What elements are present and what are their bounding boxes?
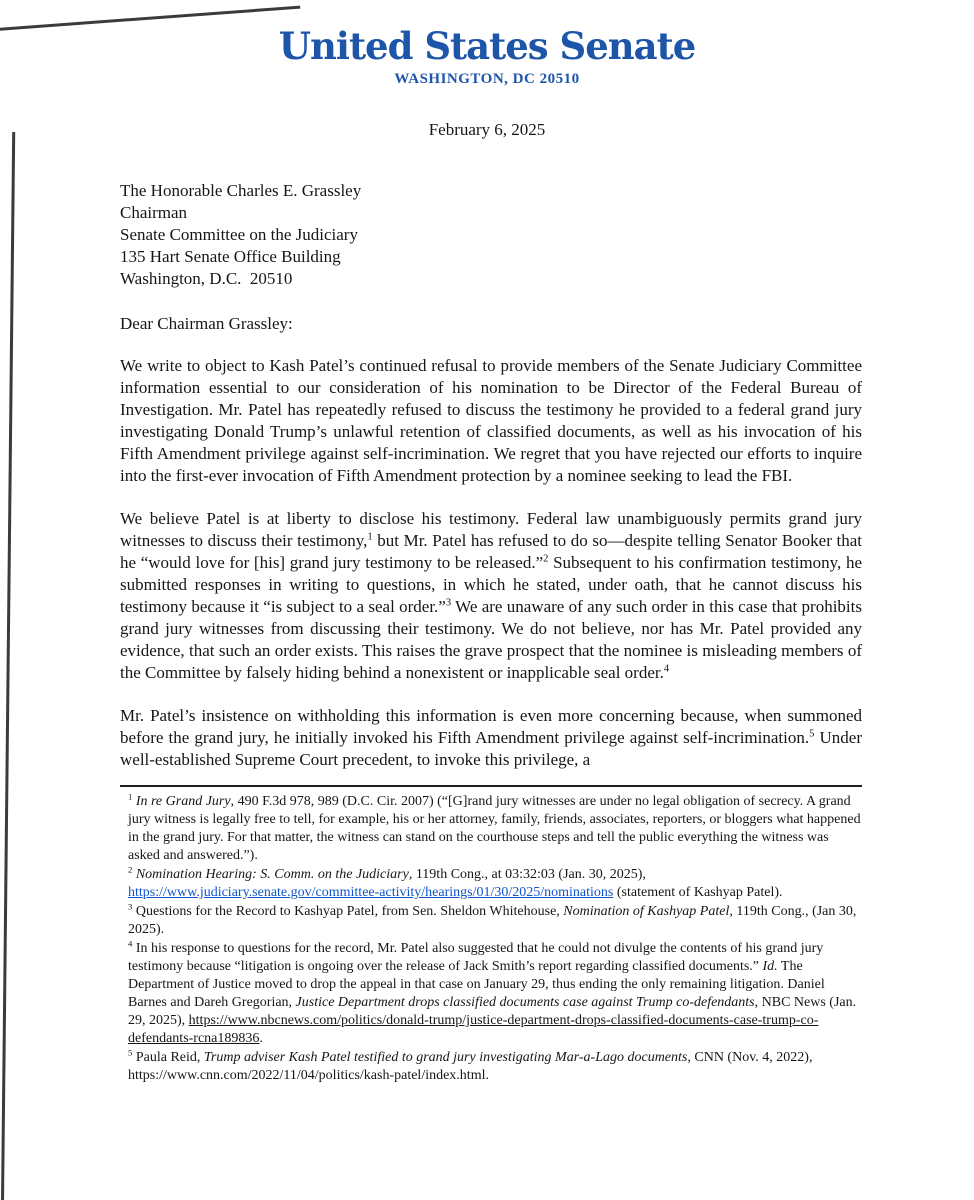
text-run: , 490 F.3d 978, 989 (D.C. Cir. 2007) (“[G]rand jury witnesses are under no legal obligation of secrecy. A grand jury witness is legally free to tell, for example, his or her attorney, family, friends, associates, reporters, or bloggers what happened in the grand jury. For that matter, the witness can stand on the courthouse steps and tell the public everything the witness was asked and answered.”). bbox=[128, 794, 861, 863]
recipient-name: The Honorable Charles E. Grassley bbox=[120, 181, 362, 200]
text-run: We believe Patel is at liberty to disclose his testimony. Federal law unambiguously permits grand jury witnesses to discuss their testimony, bbox=[120, 509, 862, 550]
text-run: Under well-established Supreme Court precedent, to invoke this privilege, a bbox=[120, 728, 862, 769]
footnotes-section bbox=[120, 793, 862, 1085]
footnote-ref: 4 bbox=[663, 663, 670, 675]
recipient-block bbox=[120, 180, 862, 290]
text-run: In his response to questions for the record, Mr. Patel also suggested that he could not divulge the contents of his grand jury testimony because “litigation is ongoing over the release of Jack Smith’s report regarding classified documents.” bbox=[128, 941, 824, 974]
footnote-ref: 5 bbox=[128, 1047, 133, 1058]
text-run: , NBC News (Jan. 29, 2025), bbox=[128, 995, 857, 1028]
url-link[interactable]: https://www.judiciary.senate.gov/committee-activity/hearings/01/30/2025/nominations bbox=[128, 885, 614, 900]
footnote-4 bbox=[128, 940, 862, 1048]
recipient-city: Washington, D.C. 20510 bbox=[120, 269, 293, 288]
recipient-committee: Senate Committee on the Judiciary bbox=[120, 225, 358, 244]
letterhead-address: WASHINGTON, DC 20510 bbox=[394, 71, 580, 87]
italic-text: Justice Department drops classified documents case against Trump co-defendants bbox=[295, 995, 755, 1010]
text-run: Questions for the Record to Kashyap Patel, from Sen. Sheldon Whitehouse, bbox=[132, 904, 564, 919]
letter-body bbox=[120, 355, 862, 771]
body-paragraph-3 bbox=[120, 705, 862, 771]
text-run: We are unaware of any such order in this case that prohibits grand jury witnesses from discussing their testimony. We do not believe, nor has Mr. Patel provided any evidence, that such an order exists. This raises the grave prospect that the nominee is misleading members of the Committee by falsely hiding behind a nonexistent or inapplicable seal order. bbox=[120, 597, 862, 682]
text-run: Mr. Patel’s insistence on withholding this information is even more concerning because, when summoned before the grand jury, he initially invoked his Fifth Amendment privilege against self-incrimination. bbox=[120, 706, 862, 747]
letterhead bbox=[0, 0, 974, 88]
text-run: but Mr. Patel has refused to do so—despite telling Senator Booker that he “would love for [his] grand jury testimony to be released.” bbox=[120, 531, 863, 572]
italic-text: Nomination of Kashyap Patel bbox=[563, 904, 730, 919]
text-run: We write to object to Kash Patel’s continued refusal to provide members of the Senate Judiciary Committee information essential to our consideration of his nomination to be Director of the Federal Bureau of Investigation. Mr. Patel has repeatedly refused to discuss the testimony he provided to a federal grand jury investigating Donald Trump’s unlawful retention of classified documents, as well as his invocation of his Fifth Amendment privilege against self-incrimination. We regret that you have rejected our efforts to inquire into the first-ever invocation of Fifth Amendment protection by a nominee seeking to lead the FBI. bbox=[120, 356, 862, 485]
italic-text: Id. bbox=[762, 959, 778, 974]
footnote-5 bbox=[128, 1049, 862, 1085]
text-run: , CNN (Nov. 4, 2022), https://www.cnn.com/2022/11/04/politics/kash-patel/index.html. bbox=[128, 1050, 813, 1083]
footnote-ref: 2 bbox=[543, 553, 549, 565]
footnote-ref: 5 bbox=[809, 728, 815, 740]
text-run: The Department of Justice moved to drop the appeal in that case on January 29, thus ending the only remaining litigation. Daniel Barnes and Dareh Gregorian, bbox=[128, 959, 825, 1010]
footnote-ref: 1 bbox=[367, 531, 373, 543]
text-run: Paula Reid, bbox=[132, 1050, 204, 1065]
text-run: , 119th Cong., (Jan 30, 2025). bbox=[128, 904, 857, 937]
italic-text: Nomination Hearing: S. Comm. on the Judiciary bbox=[135, 867, 409, 882]
recipient-address: 135 Hart Senate Office Building bbox=[120, 247, 341, 266]
footnote-ref: 3 bbox=[128, 901, 133, 912]
letterhead-title: United States Senate bbox=[278, 24, 696, 68]
italic-text: Trump adviser Kash Patel testified to grand jury investigating Mar-a-Lago documents bbox=[203, 1050, 688, 1065]
text-run: (statement of Kashyap Patel). bbox=[613, 885, 783, 900]
url-link[interactable]: https://www.nbcnews.com/politics/donald-trump/justice-department-drops-classified-documents-case-trump-co-defendants-rcna189836 bbox=[128, 1013, 819, 1046]
footnote-1 bbox=[128, 793, 862, 865]
footnote-2 bbox=[128, 866, 862, 902]
footnote-ref: 2 bbox=[128, 864, 133, 875]
letter-content bbox=[0, 180, 974, 1085]
date-line: February 6, 2025 bbox=[428, 120, 546, 139]
footnote-ref: 1 bbox=[128, 791, 133, 802]
body-paragraph-2 bbox=[120, 508, 862, 684]
text-run: . bbox=[259, 1031, 263, 1046]
recipient-title: Chairman bbox=[120, 203, 188, 222]
italic-text: In re Grand Jury bbox=[135, 794, 231, 809]
salutation: Dear Chairman Grassley: bbox=[120, 314, 293, 333]
text-run: Subsequent to his confirmation testimony, he submitted responses in writing to questions, in which he stated, under oath, that he cannot discuss his testimony because it “is subject to a seal order.” bbox=[120, 553, 862, 616]
footnote-3 bbox=[128, 903, 862, 939]
footnote-ref: 4 bbox=[128, 938, 133, 949]
footnote-separator bbox=[120, 785, 862, 787]
footnote-ref: 3 bbox=[445, 597, 452, 609]
text-run: , 119th Cong., at 03:32:03 (Jan. 30, 2025), bbox=[408, 867, 646, 882]
body-paragraph-1 bbox=[120, 355, 862, 487]
